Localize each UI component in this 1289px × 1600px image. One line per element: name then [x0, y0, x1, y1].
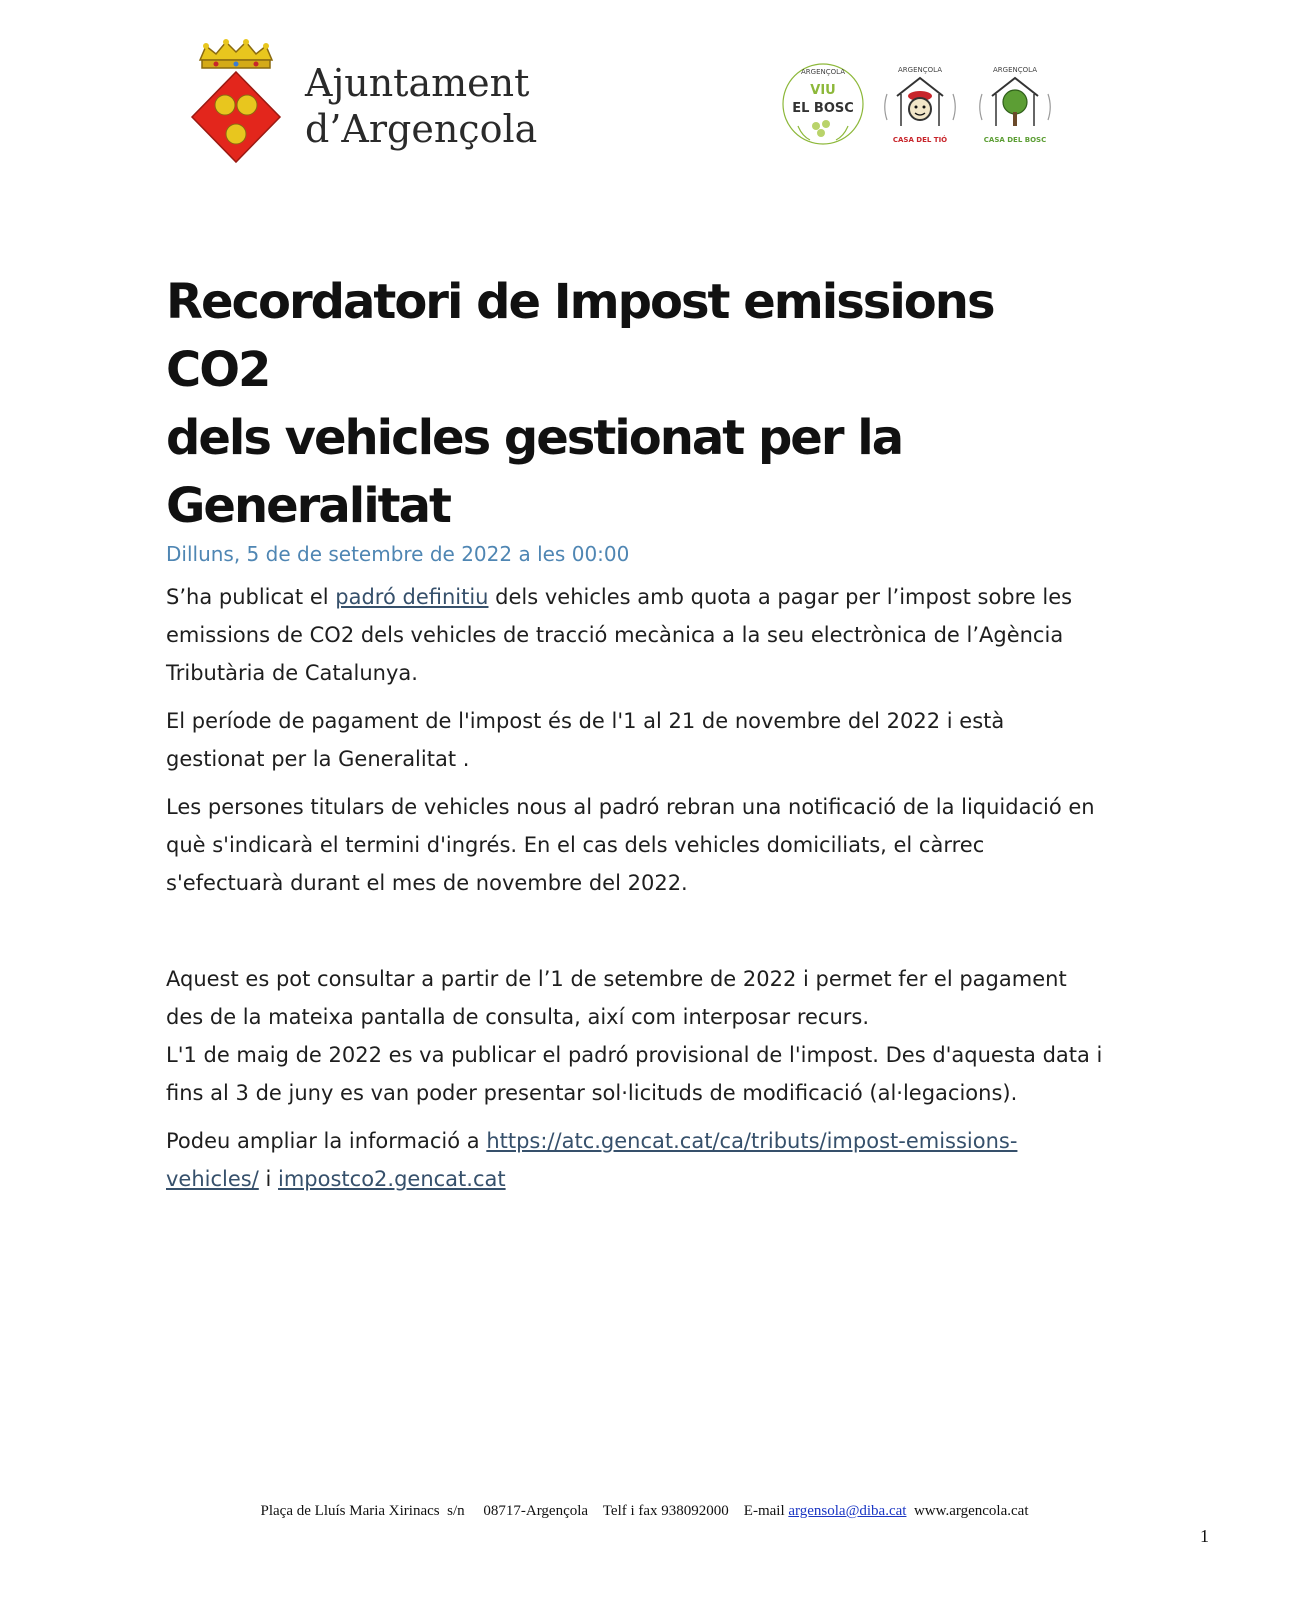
p1-text-end: dels vehicles amb quota a pagar per l’impost sobre les emissions de CO2 dels vehicles de tracció mecànica a la seu electrònica de l’Agència Tributària de Catalunya. — [166, 585, 1073, 685]
impostco2-link[interactable]: impostco2.gencat.cat — [278, 1167, 506, 1191]
p6-text-start: Podeu ampliar la informació a — [166, 1129, 487, 1153]
title-line1: Recordatori de Impost emissions CO2 — [166, 274, 994, 398]
padro-definitiu-link[interactable]: padró definitiu — [335, 585, 489, 609]
title-line2: dels vehicles gestionat per la Generalitat — [166, 410, 903, 534]
paragraph-4 — [166, 960, 1106, 1112]
footer-email-link[interactable]: argensola@diba.cat — [788, 1503, 907, 1519]
badge2-top-text: ARGENÇOLA — [898, 66, 942, 74]
publication-date: Dilluns, 5 de de setembre de 2022 a les 00:00 — [166, 542, 630, 566]
viu-el-bosc-badge — [780, 56, 866, 152]
article-title — [166, 268, 1106, 540]
badge3-bottom-text: CASA DEL BOSC — [983, 136, 1047, 144]
tree-house-icon — [992, 78, 1038, 126]
footer-website: www.argencola.cat — [906, 1503, 1029, 1519]
article — [166, 268, 1106, 1208]
footer-contact — [0, 1503, 1289, 1520]
atc-gencat-link[interactable]: https://atc.gencat.cat/ca/tributs/impost-emissions-vehicles/ — [166, 1129, 1018, 1191]
paragraph-3: Les persones titulars de vehicles nous al padró rebran una notificació de la liquidació en què s'indicarà el termini d'ingrés. En el cas dels vehicles domiciliats, el càrrec s'efectuarà durant el mes de novembre del 2022. — [166, 795, 1095, 895]
p5-text: L'1 de maig de 2022 es va publicar el padró provisional de l'impost. Des d'aquesta data i fins al 3 de juny es van poder presentar sol·licituds de modificació (al·legacions). — [166, 1043, 1103, 1105]
badge2-bottom-text: CASA DEL TIÓ — [892, 136, 948, 144]
letterhead — [0, 0, 1289, 180]
spacer — [166, 912, 1106, 960]
org-name-line2: d’Argençola — [305, 107, 538, 151]
p6-text-mid: i — [258, 1167, 278, 1191]
org-name-line1: Ajuntament — [305, 61, 530, 105]
badge3-top-text: ARGENÇOLA — [993, 66, 1037, 74]
badge1-top-text: ARGENÇOLA — [801, 68, 845, 76]
footer-address: Plaça de Lluís Maria Xirinacs s/n 08717-Argençola Telf i fax 938092000 E-mail — [260, 1503, 789, 1519]
casa-del-bosc-badge — [972, 56, 1058, 152]
coat-of-arms-icon — [190, 38, 282, 164]
p1-text-start: S’ha publicat el — [166, 585, 336, 609]
paragraph-info-links — [166, 1122, 1106, 1198]
paragraph-1 — [166, 578, 1106, 692]
p4-text: Aquest es pot consultar a partir de l’1 de setembre de 2022 i permet fer el pagament des de la mateixa pantalla de consulta, així com interposar recurs. — [166, 967, 1067, 1029]
page-number: 1 — [1200, 1526, 1209, 1546]
tree-dots-icon — [798, 120, 848, 140]
paragraph-2: El període de pagament de l'impost és de l'1 al 21 de novembre del 2022 i està gestionat per la Generalitat . — [166, 709, 1005, 771]
badge1-line1: VIU — [810, 83, 836, 98]
badge1-line2: EL BOSC — [792, 101, 854, 116]
casa-del-tio-badge — [877, 56, 963, 152]
tio-log-icon — [897, 78, 943, 126]
organization-name — [305, 60, 537, 152]
